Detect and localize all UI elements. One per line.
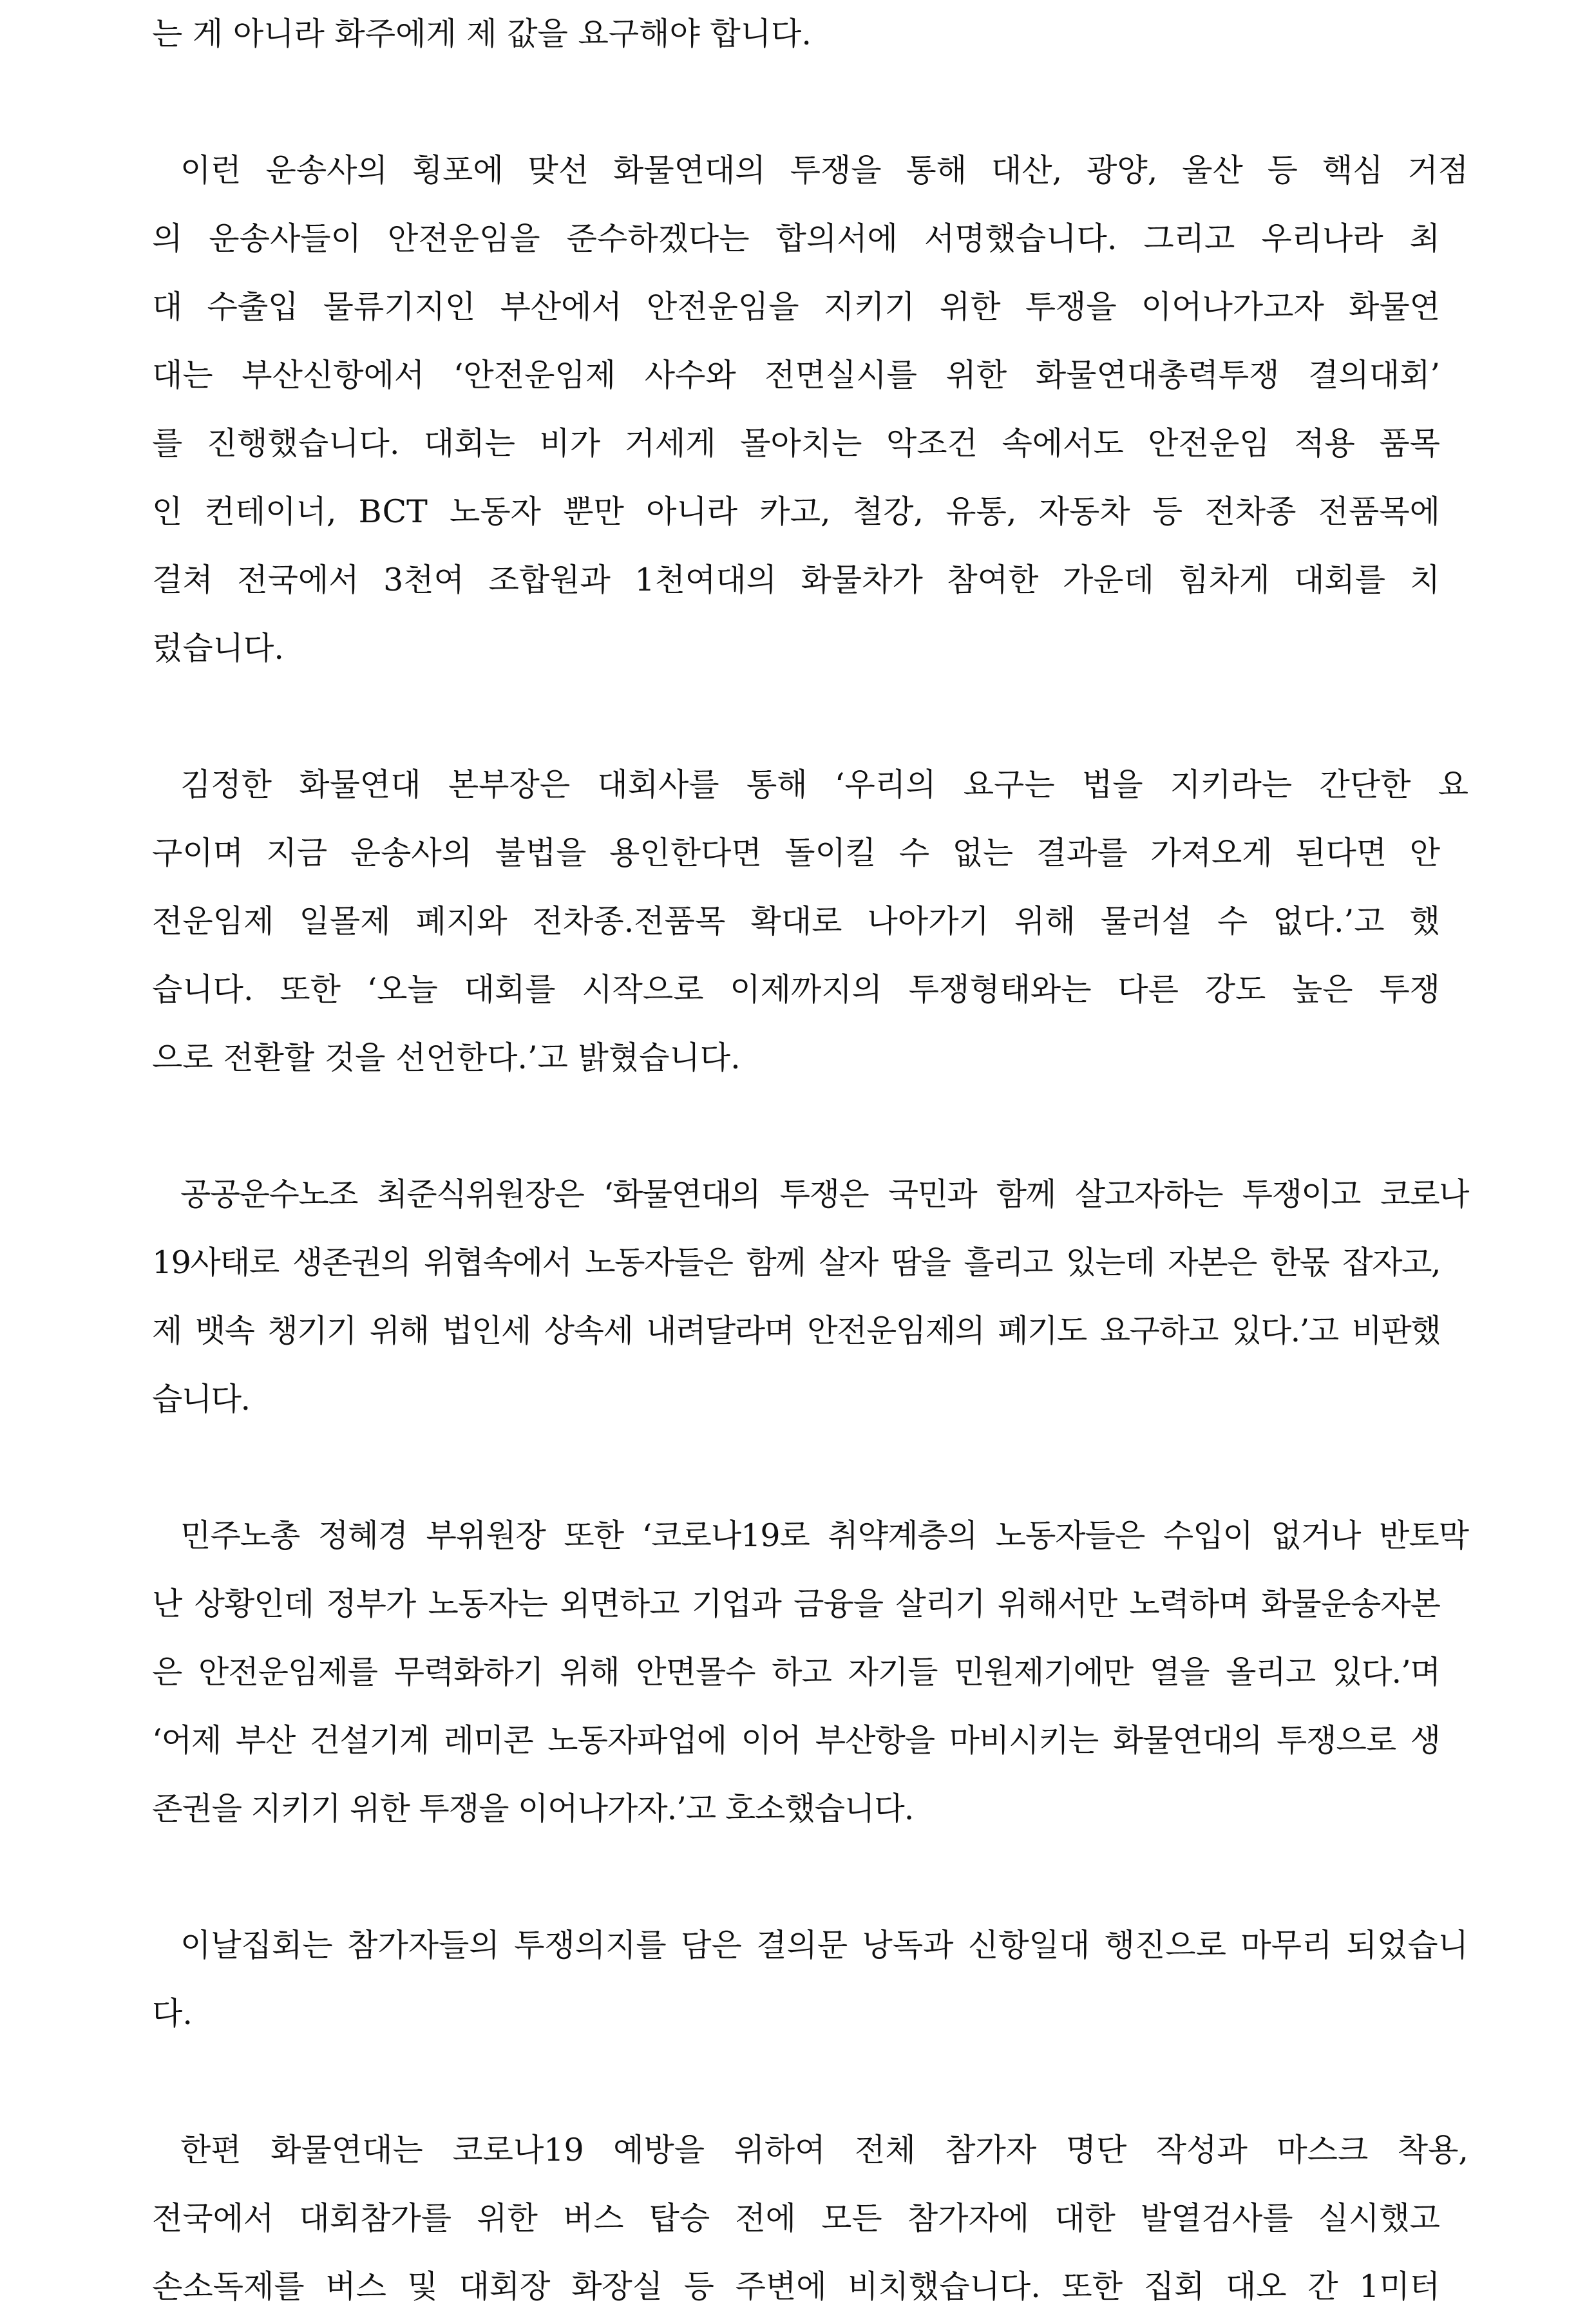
- text-line: 전국에서 대회참가를 위한 버스 탑승 전에 모든 참가자에 대한 발열검사를 실시했고: [152, 2200, 1440, 2237]
- paragraph: [152, 0, 1447, 68]
- text-line: 대는 부산신항에서 ‘안전운임제 사수와 전면실시를 위한 화물연대총력투쟁 결의대회’: [152, 357, 1440, 393]
- text-line: ‘어제 부산 건설기계 레미콘 노동자파업에 이어 부산항을 마비시키는 화물연대의 투쟁으로 생: [152, 1722, 1440, 1759]
- text-line: 한편 화물연대는 코로나19 예방을 위하여 전체 참가자 명단 작성과 마스크 착용,: [180, 2132, 1468, 2168]
- text-line: 전운임제 일몰제 폐지와 전차종.전품목 확대로 나아가기 위해 물러설 수 없다.’고 했: [152, 903, 1440, 940]
- text-line: 이날집회는 참가자들의 투쟁의지를 담은 결의문 낭독과 신항일대 행진으로 마무리 되었습니: [180, 1927, 1468, 1964]
- text-line: 김정한 화물연대 본부장은 대회사를 통해 ‘우리의 요구는 법을 지키라는 간단한 요: [180, 766, 1468, 803]
- text-line: 제 뱃속 챙기기 위해 법인세 상속세 내려달라며 안전운임제의 폐기도 요구하고 있다.’고 비판했: [152, 1312, 1440, 1349]
- paragraph-gap: [152, 1843, 1447, 1911]
- document-body: [152, 0, 1468, 2321]
- paragraph-gap: [152, 1092, 1447, 1160]
- text-line: 습니다.: [152, 1381, 250, 1417]
- paragraph-gap: [152, 68, 1447, 137]
- text-line: 렀습니다.: [152, 630, 284, 667]
- paragraph: [152, 2116, 1468, 2321]
- text-line: 은 안전운임제를 무력화하기 위해 안면몰수 하고 자기들 민원제기에만 열을 올리고 있다.’며: [152, 1654, 1440, 1691]
- text-line: 는 게 아니라 화주에게 제 값을 요구해야 합니다.: [152, 15, 812, 52]
- text-line: 손소독제를 버스 및 대회장 화장실 등 주변에 비치했습니다. 또한 집회 대오 간 1미터: [152, 2268, 1440, 2305]
- paragraph: [152, 1502, 1468, 1843]
- text-line: 를 진행했습니다. 대회는 비가 거세게 몰아치는 악조건 속에서도 안전운임 적용 품목: [152, 425, 1440, 462]
- paragraph: [152, 1160, 1468, 1434]
- paragraph-gap: [152, 683, 1447, 751]
- paragraph-gap: [152, 1434, 1447, 1502]
- text-line: 걸쳐 전국에서 3천여 조합원과 1천여대의 화물차가 참여한 가운데 힘차게 대회를 치: [152, 562, 1440, 598]
- text-line: 으로 전환할 것을 선언한다.’고 밝혔습니다.: [152, 1039, 741, 1076]
- paragraph: [152, 137, 1468, 683]
- text-line: 이런 운송사의 횡포에 맞선 화물연대의 투쟁을 통해 대산, 광양, 울산 등 핵심 거점: [180, 152, 1468, 189]
- text-line: 대 수출입 물류기지인 부산에서 안전운임을 지키기 위한 투쟁을 이어나가고자 화물연: [152, 289, 1440, 325]
- text-line: 습니다. 또한 ‘오늘 대회를 시작으로 이제까지의 투쟁형태와는 다른 강도 높은 투쟁: [152, 971, 1440, 1008]
- paragraph: [152, 751, 1468, 1092]
- paragraph: [152, 1911, 1468, 2048]
- text-line: 난 상황인데 정부가 노동자는 외면하고 기업과 금융을 살리기 위해서만 노력하며 화물운송자본: [152, 1586, 1440, 1622]
- text-line: 19사태로 생존권의 위협속에서 노동자들은 함께 살자 땀을 흘리고 있는데 자본은 한몫 잡자고,: [152, 1244, 1440, 1281]
- text-line: 다.: [152, 1995, 193, 2032]
- text-line: 민주노총 정혜경 부위원장 또한 ‘코로나19로 취약계층의 노동자들은 수입이 없거나 반토막: [180, 1517, 1468, 1554]
- text-line: 인 컨테이너, BCT 노동자 뿐만 아니라 카고, 철강, 유통, 자동차 등 전차종 전품목에: [152, 493, 1440, 530]
- paragraph-gap: [152, 2048, 1447, 2116]
- text-line: 구이며 지금 운송사의 불법을 용인한다면 돌이킬 수 없는 결과를 가져오게 된다면 안: [152, 835, 1440, 871]
- text-line: 공공운수노조 최준식위원장은 ‘화물연대의 투쟁은 국민과 함께 살고자하는 투쟁이고 코로나: [180, 1176, 1468, 1213]
- text-line: 의 운송사들이 안전운임을 준수하겠다는 합의서에 서명했습니다. 그리고 우리나라 최: [152, 220, 1440, 257]
- text-line: 존권을 지키기 위한 투쟁을 이어나가자.’고 호소했습니다.: [152, 1790, 914, 1827]
